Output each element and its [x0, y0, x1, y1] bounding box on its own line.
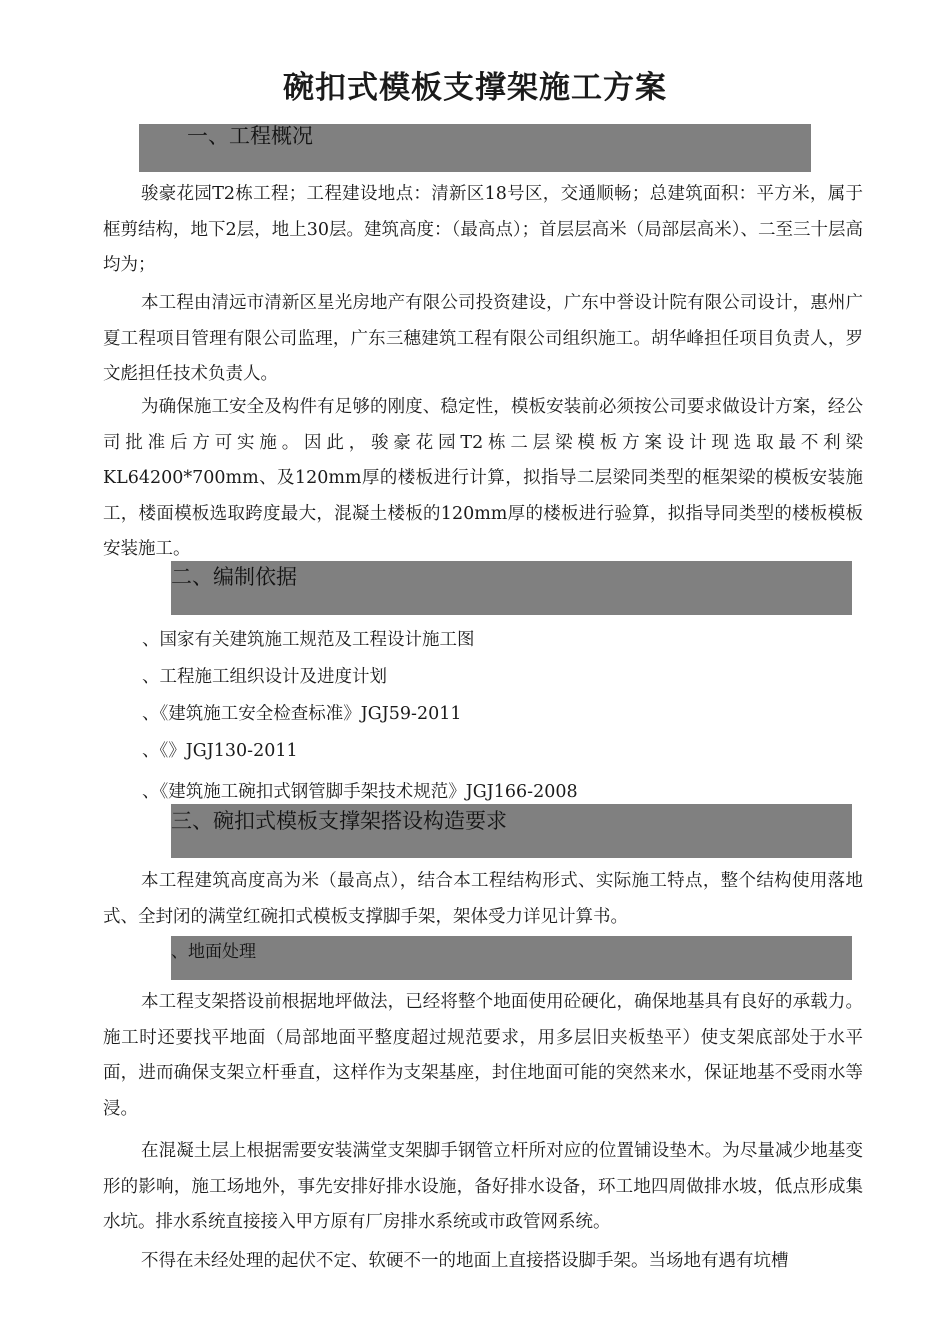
paragraph: 在混凝土层上根据需要安装满堂支架脚手钢管立杆所对应的位置铺设垫木。为尽量减少地基变形的影响，施工场地外，事先安排好排水设施，备好排水设备，环工地四周做排水坡，低点形成集水坑。排水系统直接接入甲方原有厂房排水系统或市政管网系统。 [103, 1141, 863, 1232]
list-item: 、《建筑施工碗扣式钢管脚手架技术规范》JGJ166-2008 [142, 782, 578, 802]
paragraph: 为确保施工安全及构件有足够的刚度、稳定性，模板安装前必须按公司要求做设计方案，经公司批准后方可实施。因此，骏豪花园T2栋二层梁模板方案设计现选取最不利梁KL64200*700mm、及120mm厚的楼板进行计算，拟指导二层梁同类型的框架梁的模板安装施工，楼面模板选取跨度最大，混凝土楼板的120mm厚的楼板进行验算，拟指导同类型的楼板模板安装施工。 [103, 397, 863, 559]
paragraph: 本工程由清远市清新区星光房地产有限公司投资建设，广东中誉设计院有限公司设计，惠州广夏工程项目管理有限公司监理，广东三穗建筑工程有限公司组织施工。胡华峰担任项目负责人，罗文彪担任技术负责人。 [103, 293, 863, 384]
section-heading: 二、编制依据 [171, 565, 297, 589]
subsection-heading: 、地面处理 [171, 942, 256, 962]
subsection-heading-bar [171, 936, 852, 980]
paragraph: 骏豪花园T2栋工程；工程建设地点：清新区18号区，交通顺畅；总建筑面积：平方米，属于框剪结构，地下2层，地上30层。建筑高度：（最高点）；首层层高米（局部层高米）、二至三十层高均为； [103, 184, 863, 275]
section-heading-bar [139, 124, 811, 172]
section-heading: 三、碗扣式模板支撑架搭设构造要求 [171, 809, 507, 833]
paragraph: 本工程支架搭设前根据地坪做法，已经将整个地面使用砼硬化，确保地基具有良好的承载力。施工时还要找平地面（局部地面平整度超过规范要求，用多层旧夹板垫平）使支架底部处于水平面，进而确保支架立杆垂直，这样作为支架基座，封住地面可能的突然来水，保证地基不受雨水等浸。 [103, 992, 863, 1119]
document-title: 碗扣式模板支撑架施工方案 [283, 70, 667, 106]
section-heading-bar [171, 804, 852, 858]
section-heading: 一、工程概况 [187, 124, 313, 148]
paragraph: 本工程建筑高度高为米（最高点），结合本工程结构形式、实际施工特点，整个结构使用落地式、全封闭的满堂红碗扣式模板支撑脚手架，架体受力详见计算书。 [103, 871, 863, 927]
list-item: 、《建筑施工安全检查标准》JGJ59-2011 [142, 704, 462, 724]
list-item: 、《》JGJ130-2011 [142, 741, 298, 761]
paragraph: 不得在未经处理的起伏不定、软硬不一的地面上直接搭设脚手架。当场地有遇有坑槽 [141, 1251, 789, 1271]
list-item: 、工程施工组织设计及进度计划 [142, 667, 387, 687]
list-item: 、国家有关建筑施工规范及工程设计施工图 [142, 630, 475, 650]
section-heading-bar [171, 561, 852, 615]
